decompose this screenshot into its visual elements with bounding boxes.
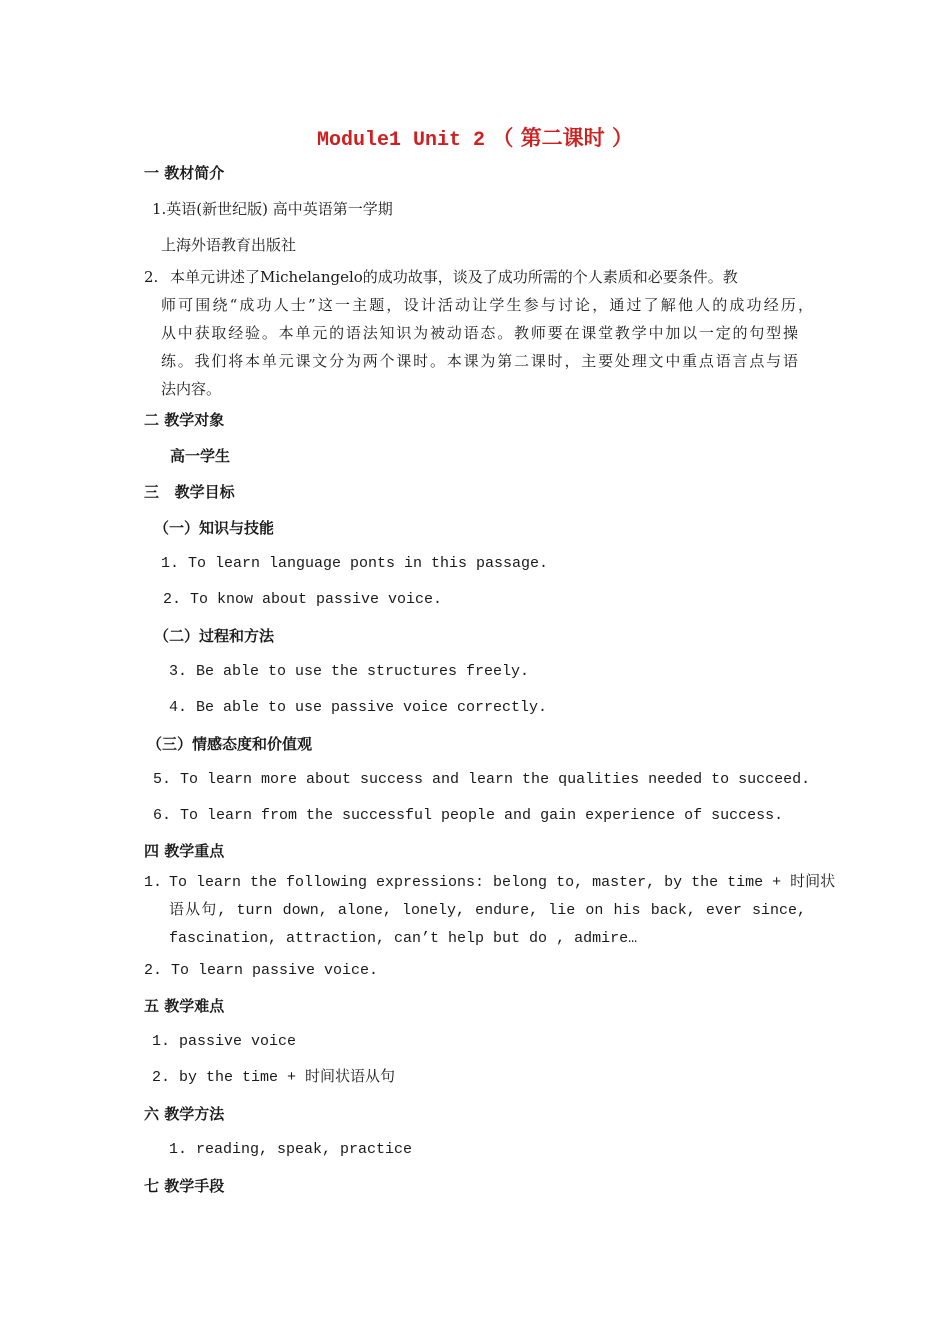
list-item: 4. Be able to use passive voice correctly. [169, 699, 548, 716]
subheading-3b: （二）过程和方法 [154, 627, 275, 645]
text-s2-target: 高一学生 [170, 447, 231, 465]
paragraph-line: 本单元讲述了Michelangelo的成功故事，谈及了成功所需的个人素质和必要条件。教 [170, 268, 738, 286]
list-number: 2. [144, 268, 159, 286]
list-item: 3. Be able to use the structures freely. [169, 663, 530, 680]
paragraph-line: 语从句, turn down, alone, lonely, endure, lie on his back, ever since, [169, 902, 806, 919]
section-heading-3: 三 教学目标 [144, 483, 235, 501]
section-heading-7: 七 教学手段 [144, 1177, 225, 1195]
list-item: 1. To learn language ponts in this passage. [161, 555, 549, 572]
paragraph-line: To learn the following expressions: belong to, master, by the time + 时间状 [169, 874, 836, 891]
subheading-3a: （一）知识与技能 [154, 519, 275, 537]
subheading-3c: （三）情感态度和价值观 [147, 735, 313, 753]
page-title [0, 124, 950, 155]
paragraph-line: fascination, attraction, can’t help but do , admire… [169, 930, 638, 947]
section-heading-5: 五 教学难点 [144, 997, 225, 1015]
list-item: 2. by the time + 时间状语从句 [152, 1069, 396, 1086]
text-s1-item1: 1.英语(新世纪版) 高中英语第一学期 [152, 200, 393, 218]
paragraph-line: 从中获取经验。本单元的语法知识为被动语态。教师要在课堂教学中加以一定的句型操 [161, 324, 798, 342]
section-heading-2: 二 教学对象 [144, 411, 225, 429]
list-item: 1. reading, speak, practice [169, 1141, 413, 1158]
title-cn: （ 第二课时 ） [492, 126, 633, 150]
paragraph-line: 练。我们将本单元课文分为两个课时。本课为第二课时，主要处理文中重点语言点与语 [161, 352, 798, 370]
title-en: Module1 Unit 2 [317, 129, 486, 152]
text-s1-publisher: 上海外语教育出版社 [161, 236, 297, 254]
paragraph-line: 师可围绕“成功人士”这一主题，设计活动让学生参与讨论，通过了解他人的成功经历， [161, 296, 813, 314]
list-item: 6. To learn from the successful people and gain experience of success. [153, 807, 784, 824]
section-heading-4: 四 教学重点 [144, 842, 225, 860]
paragraph-line: 法内容。 [161, 380, 222, 398]
list-item: 1. passive voice [152, 1033, 297, 1050]
list-item: 2. To know about passive voice. [163, 591, 443, 608]
list-item: 5. To learn more about success and learn the qualities needed to succeed. [153, 771, 811, 788]
section-heading-1: 一 教材简介 [144, 164, 225, 182]
list-number: 1. [144, 874, 163, 891]
list-item: 2. To learn passive voice. [144, 962, 379, 979]
section-heading-6: 六 教学方法 [144, 1105, 225, 1123]
